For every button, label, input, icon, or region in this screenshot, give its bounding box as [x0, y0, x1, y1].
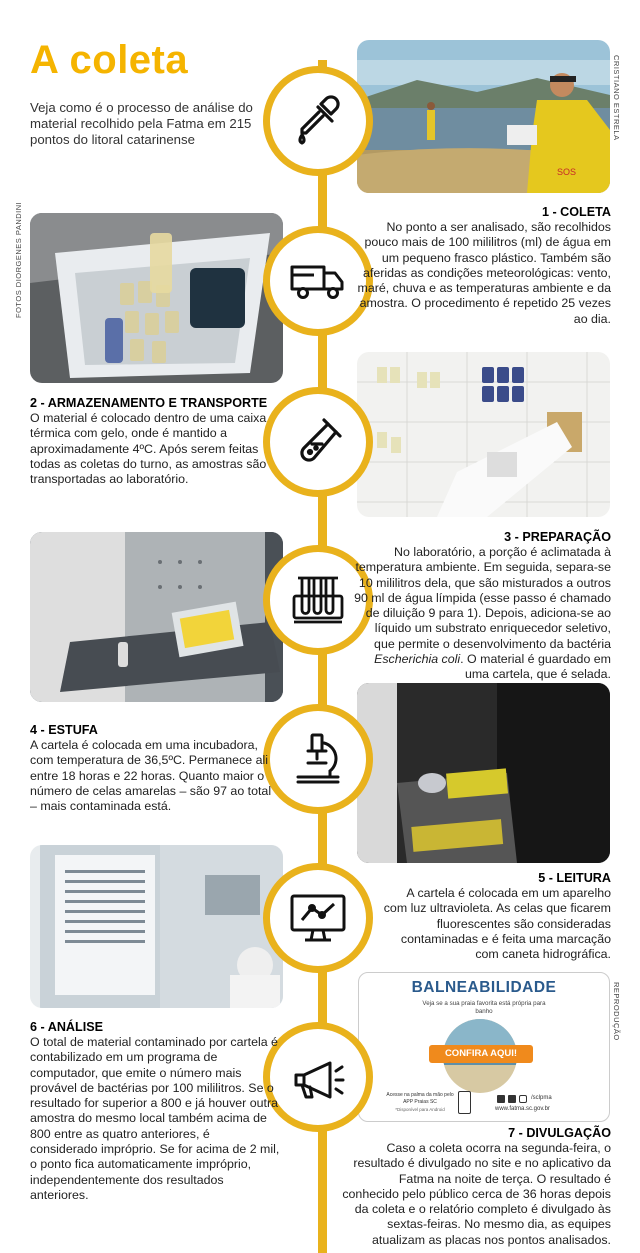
phone-icon — [458, 1091, 471, 1114]
instagram-icon — [519, 1095, 527, 1103]
step-5-section — [382, 871, 611, 962]
step-2-text: O material é colocado dentro de uma caixa térmica com gelo, onde é mantido a aproximadamente 4ºC. Após serem feitas todas as coletas do turno, as amostras são transportadas ao laboratório. — [30, 411, 267, 487]
page-subtitle: Veja como é o processo de análise do material recolhido pela Fatma em 215 pontos do litoral catarinense — [30, 100, 253, 147]
step-6-title: 6 - ANÁLISE — [30, 1020, 104, 1034]
photo-cooler — [30, 213, 283, 383]
megaphone-icon — [288, 1047, 348, 1107]
microscope-icon — [288, 729, 348, 789]
test-tube-icon — [288, 412, 348, 472]
svg-text:SOS: SOS — [557, 167, 577, 177]
test-tube-rack-icon — [288, 570, 348, 630]
step-3-text: No laboratório, a porção é aclimatada à temperatura ambiente. Em seguida, separa-se 10 mililitros dela, que são misturados a outros 90 ml de água límpida (esse passo é chamado de diluição 9 para 1). Depois, adiciona-se ao líquido um substrato enriquecedor seletivo, que permite o desenvolvimento da bactéria Escherichia coli. O material é guardado em uma cartela, que é selada. — [354, 545, 611, 682]
promo-social: /sclpma — [531, 1095, 552, 1101]
photo-collection — [357, 40, 610, 193]
truck-icon — [288, 251, 348, 311]
dropper-icon — [288, 91, 348, 151]
facebook-icon — [497, 1095, 505, 1103]
photo-credit-1: CRISTIANO ESTRELA — [612, 55, 621, 141]
step-1-section — [352, 205, 611, 327]
promo-app-text: Acesse na palma da mão pelo APP Praias SC — [386, 1092, 454, 1105]
photo-lab-bench — [357, 352, 610, 517]
step-6-text: O total de material contaminado por cartela é contabilizado em um programa de computador, que emite o número mais provável de bactérias por 100 mililitros. Se o resultado for superior a 800 e já houver outra amostra do mesmo local também acima de 800 entre as quatro anteriores, é considerado impróprio. Se for acima de 2 mil, o ponto fica automaticamente impróprio, independentemente dos resultados anteriores. — [30, 1035, 280, 1202]
photo-analysis-computer — [30, 845, 283, 1008]
step-7-text: Caso a coleta ocorra na segunda-feira, o resultado é divulgado no site e no aplicativo da Fatma na noite de terça. O resultado é conhecido pelo público cerca de 36 horas depois da coleta e o relatório completo é divulgado às sextas-feiras. No mesmo dia, as equipes atualizam as placas nos pontos analisados. — [342, 1141, 611, 1247]
step-7-title: 7 - DIVULGAÇÃO — [508, 1126, 611, 1140]
step-1-title: 1 - COLETA — [541, 205, 611, 219]
step-4-title: 4 - ESTUFA — [30, 723, 98, 737]
monitor-chart-icon — [288, 888, 348, 948]
twitter-icon — [508, 1095, 516, 1103]
step-7-section — [342, 1126, 611, 1248]
step-4-text: A cartela é colocada em uma incubadora, com temperatura de 36,5ºC. Permanece ali entre 18 horas e 22 horas. Quanto maior o número de celas amarelas – são 97 ao total – mais contaminada está. — [30, 738, 272, 814]
promo-app-sub: *Disponível para Android — [395, 1107, 445, 1112]
promo-site: www.fatma.sc.gov.br — [495, 1106, 550, 1112]
step-3-title: 3 - PREPARAÇÃO — [504, 530, 611, 544]
step-3-section — [352, 530, 611, 683]
photo-credit-2: FOTOS DIORGENES PANDINI — [14, 201, 23, 318]
photo-incubator — [30, 532, 283, 702]
step-4-section — [30, 723, 280, 814]
promo-title: BALNEABILIDADE — [411, 979, 557, 996]
step-1-circle — [263, 66, 373, 176]
step-1-text: No ponto a ser analisado, são recolhidos pouco mais de 100 mililitros (ml) de água em um pequeno frasco plástico. Também são aferidas as condições meteorológicas: vento, maré, chuva e as temperaturas ambiente e da amostra. O procedimento é repetido 25 vezes ao dia. — [357, 220, 611, 326]
photo-uv-reading — [357, 683, 610, 863]
step-2-section — [30, 396, 280, 487]
promo-cta-button[interactable]: CONFIRA AQUI! — [429, 1045, 533, 1063]
step-6-circle — [263, 863, 373, 973]
step-2-title: 2 - ARMAZENAMENTO E TRANSPORTE — [30, 396, 268, 410]
step-6-section — [30, 1020, 280, 1203]
page-title: A coleta — [30, 38, 189, 82]
step-5-text: A cartela é colocada em um aparelho com luz ultravioleta. As celas que ficarem fluorescentes são consideradas contaminadas e é feita uma marcação com caneta hidrográfica. — [383, 886, 611, 962]
promo-card — [358, 972, 610, 1122]
promo-subtitle: Veja se a sua praia favorita está própria para banho — [422, 1000, 546, 1015]
step-5-title: 5 - LEITURA — [538, 871, 611, 885]
photo-credit-3: REPRODUÇÃO — [612, 982, 621, 1041]
